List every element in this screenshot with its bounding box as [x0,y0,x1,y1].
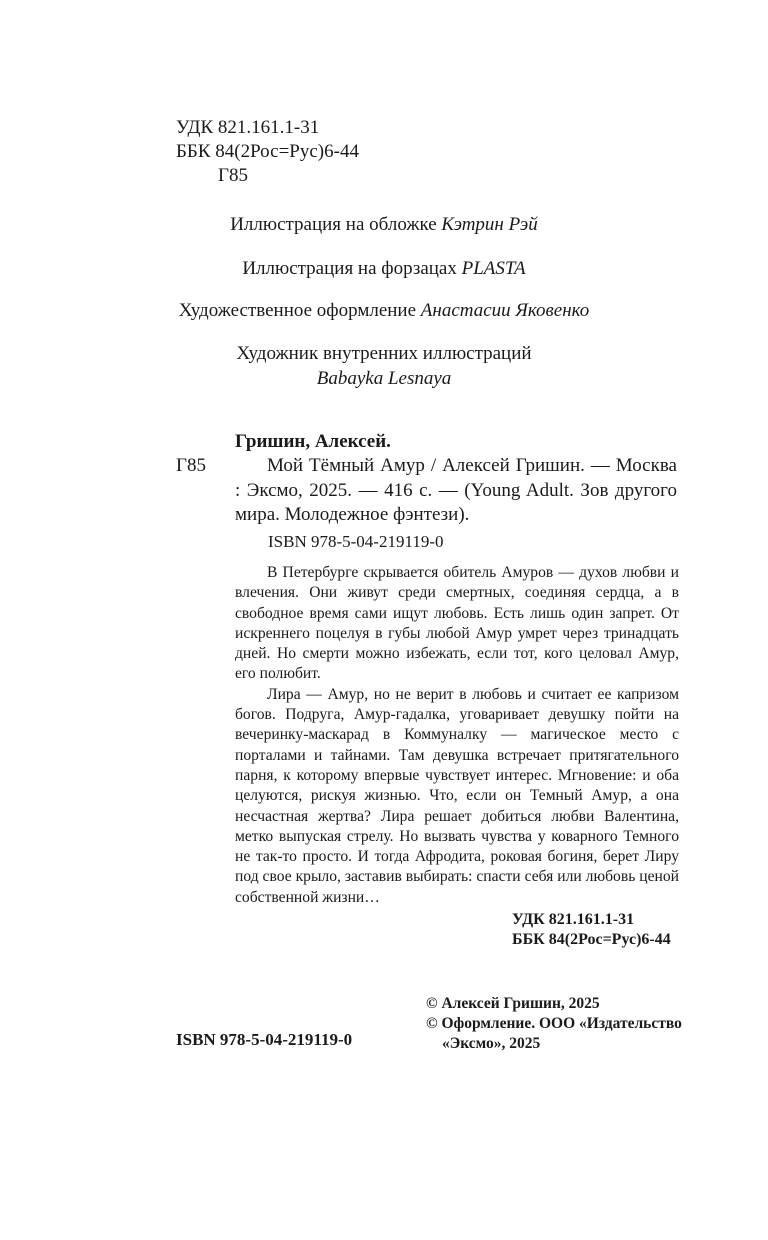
credit-cover-illustration [0,214,768,236]
copyright-design: © Оформление. ООО «Издательство [426,1015,682,1032]
classification-codes-top [176,116,359,188]
description-text: Мой Тёмный Амур / Алексей Гришин. — Москва : Эксмо, 2025. — 416 с. — (Young Adult. Зов другого мира. Молодежное фэнтези). [235,455,677,525]
credit-name: PLASTA [461,258,526,279]
author-heading: Гришин, Алексей. [235,431,391,452]
credit-label: Художник внутренних иллюстраций [236,343,532,364]
credit-label: Художественное оформление [178,300,417,321]
credit-interior-illustrations [0,341,768,391]
credit-art-design [0,300,768,322]
isbn-record: ISBN 978-5-04-219119-0 [268,532,444,551]
udk-code: УДК 821.161.1-31 [512,911,635,928]
copyright-design-cont: «Эксмо», 2025 [442,1035,541,1052]
author-code-left: Г85 [176,455,206,476]
annotation-paragraph: Лира — Амур, но не верит в любовь и считает ее капризом богов. Подруга, Амур-гадалка, уговаривает девушку пойти на вечеринку-маскарад в Коммуналку — магическое место с порталами и тайнами. Там девушка встречает притягательного парня, к которому впервые чувствует интерес. Мгновение: и оба целуются, рискуя жизнью. Что, если он Темный Амур, а она несчастная жертва? Лира решает добиться любви Валентина, метко выпуская стрелу. Но вызвать чувства у коварного Темного не так-то просто. И тогда Афродита, роковая богиня, берет Лиру под свое крыло, заставив выбирать: спасти себя или любовь ценой собственной жизни… [235,685,679,906]
isbn-footer: ISBN 978-5-04-219119-0 [176,1030,353,1049]
udk-code: УДК 821.161.1-31 [176,117,320,138]
copyright-author: © Алексей Гришин, 2025 [426,995,600,1012]
annotation-paragraph: В Петербурге скрывается обитель Амуров — духов любви и влечения. Они живут среди смертных, соединяя сердца, а в свободное время сами ищут любовь. Есть лишь один запрет. От искреннего поцелуя в губы любой Амур умрет через тринадцать дней. Но смерти можно избежать, если тот, кого целовал Амур, его полюбит. [235,564,679,683]
classification-codes-bottom [512,910,671,950]
bbk-code: ББК 84(2Рос=Рус)6-44 [176,141,359,162]
annotation [235,563,679,908]
copyright-block [426,994,682,1054]
credit-endpaper-illustration [0,258,768,280]
author-code: Г85 [218,165,248,186]
credit-name: Babayka Lesnaya [316,368,452,389]
bibliographic-description [235,454,677,528]
credit-label: Иллюстрация на форзацах [242,258,457,279]
credit-label: Иллюстрация на обложке [230,214,437,235]
credit-name: Кэтрин Рэй [441,214,538,235]
credit-name: Анастасии Яковенко [420,300,590,321]
bbk-code: ББК 84(2Рос=Рус)6-44 [512,931,671,948]
